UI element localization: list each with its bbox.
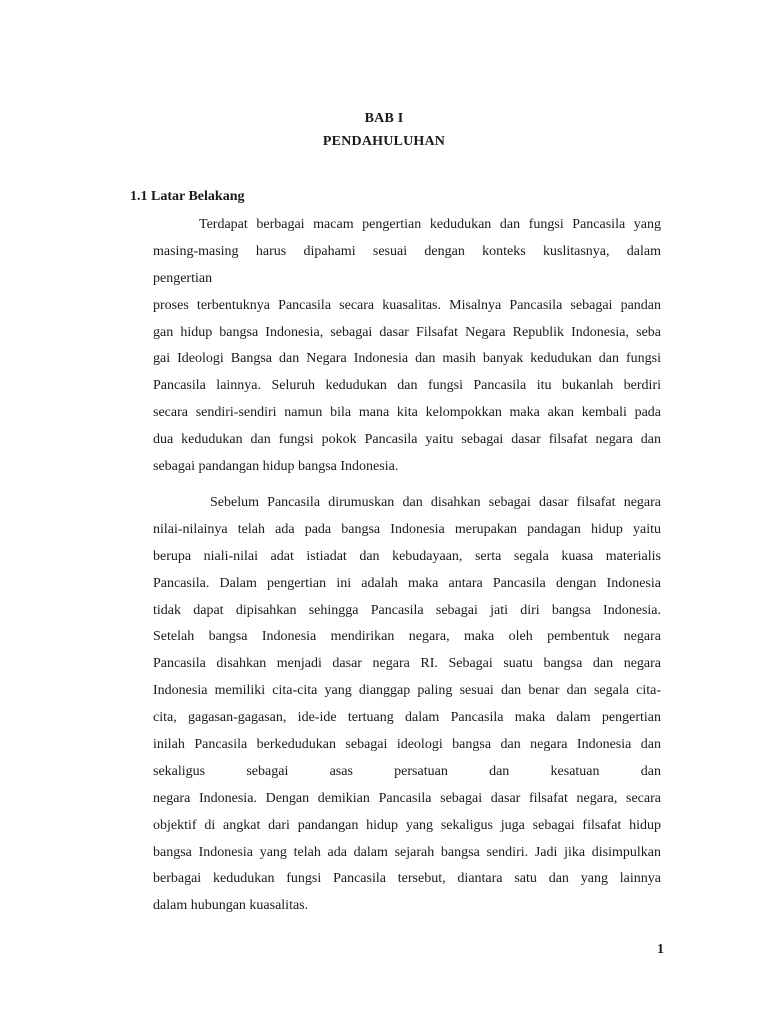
paragraph-line: Pancasila lainnya. Seluruh kedudukan dan fungsi Pancasila itu bukanlah berdiri	[153, 378, 661, 394]
section-heading: 1.1 Latar Belakang	[130, 189, 245, 204]
chapter-title: PENDAHULUHAN	[322, 134, 446, 149]
paragraph-line: masing-masing harus dipahami sesuai dengan konteks kuslitasnya, dalam	[153, 243, 661, 259]
paragraph-line: Pancasila. Dalam pengertian ini adalah maka antara Pancasila dengan Indonesia	[153, 575, 661, 591]
paragraph-line: objektif di angkat dari pandangan hidup yang sekaligus juga sebagai filsafat hidup	[153, 817, 661, 833]
paragraph-line: inilah Pancasila berkedudukan sebagai ideologi bangsa dan negara Indonesia dan	[153, 737, 661, 753]
chapter-number: BAB I	[364, 111, 404, 126]
paragraph-line: gan hidup bangsa Indonesia, sebagai dasar Filsafat Negara Republik Indonesia, seba	[153, 324, 661, 340]
paragraph-line: sebagai pandangan hidup bangsa Indonesia.	[153, 459, 399, 475]
paragraph-line: Setelah bangsa Indonesia mendirikan negara, maka oleh pembentuk negara	[153, 629, 661, 645]
paragraph-line: dua kedudukan dan fungsi pokok Pancasila yaitu sebagai dasar filsafat negara dan	[153, 432, 661, 448]
paragraph-line: dalam hubungan kuasalitas.	[153, 898, 309, 914]
paragraph-line: berbagai kedudukan fungsi Pancasila tersebut, diantara satu dan yang lainnya	[153, 871, 661, 887]
paragraph-line: cita, gagasan-gagasan, ide-ide tertuang dalam Pancasila maka dalam pengertian	[153, 710, 661, 726]
paragraph-line: gai Ideologi Bangsa dan Negara Indonesia dan masih banyak kedudukan dan fungsi	[153, 351, 661, 367]
paragraph-line: berupa niali-nilai adat istiadat dan kebudayaan, serta segala kuasa materialis	[153, 548, 661, 564]
paragraph-line: secara sendiri-sendiri namun bila mana kita kelompokkan maka akan kembali pada	[153, 405, 661, 421]
paragraph-line: sekaligus sebagai asas persatuan dan kesatuan dan	[153, 763, 661, 779]
paragraph-line: pengertian	[153, 270, 213, 286]
paragraph-line: proses terbentuknya Pancasila secara kuasalitas. Misalnya Pancasila sebagai pandan	[153, 297, 661, 313]
paragraph-line: nilai-nilainya telah ada pada bangsa Indonesia merupakan pandagan hidup yaitu	[153, 521, 661, 537]
paragraph-line: Pancasila disahkan menjadi dasar negara RI. Sebagai suatu bangsa dan negara	[153, 656, 661, 672]
paragraph-line: tidak dapat dipisahkan sehingga Pancasila sebagai jati diri bangsa Indonesia.	[153, 602, 661, 618]
paragraph-line: Sebelum Pancasila dirumuskan dan disahkan sebagai dasar filsafat negara	[210, 495, 661, 510]
page-number: 1	[657, 942, 664, 957]
paragraph-2	[153, 490, 661, 920]
paragraph-line: Terdapat berbagai macam pengertian kedudukan dan fungsi Pancasila yang	[199, 217, 661, 232]
paragraph-line: negara Indonesia. Dengan demikian Pancasila sebagai dasar filsafat negara, secara	[153, 790, 661, 806]
paragraph-line: Indonesia memiliki cita-cita yang dianggap paling sesuai dan benar dan segala cita-	[153, 683, 661, 699]
paragraph-line: bangsa Indonesia yang telah ada dalam sejarah bangsa sendiri. Jadi jika disimpulkan	[153, 844, 661, 860]
paragraph-1	[153, 212, 661, 481]
